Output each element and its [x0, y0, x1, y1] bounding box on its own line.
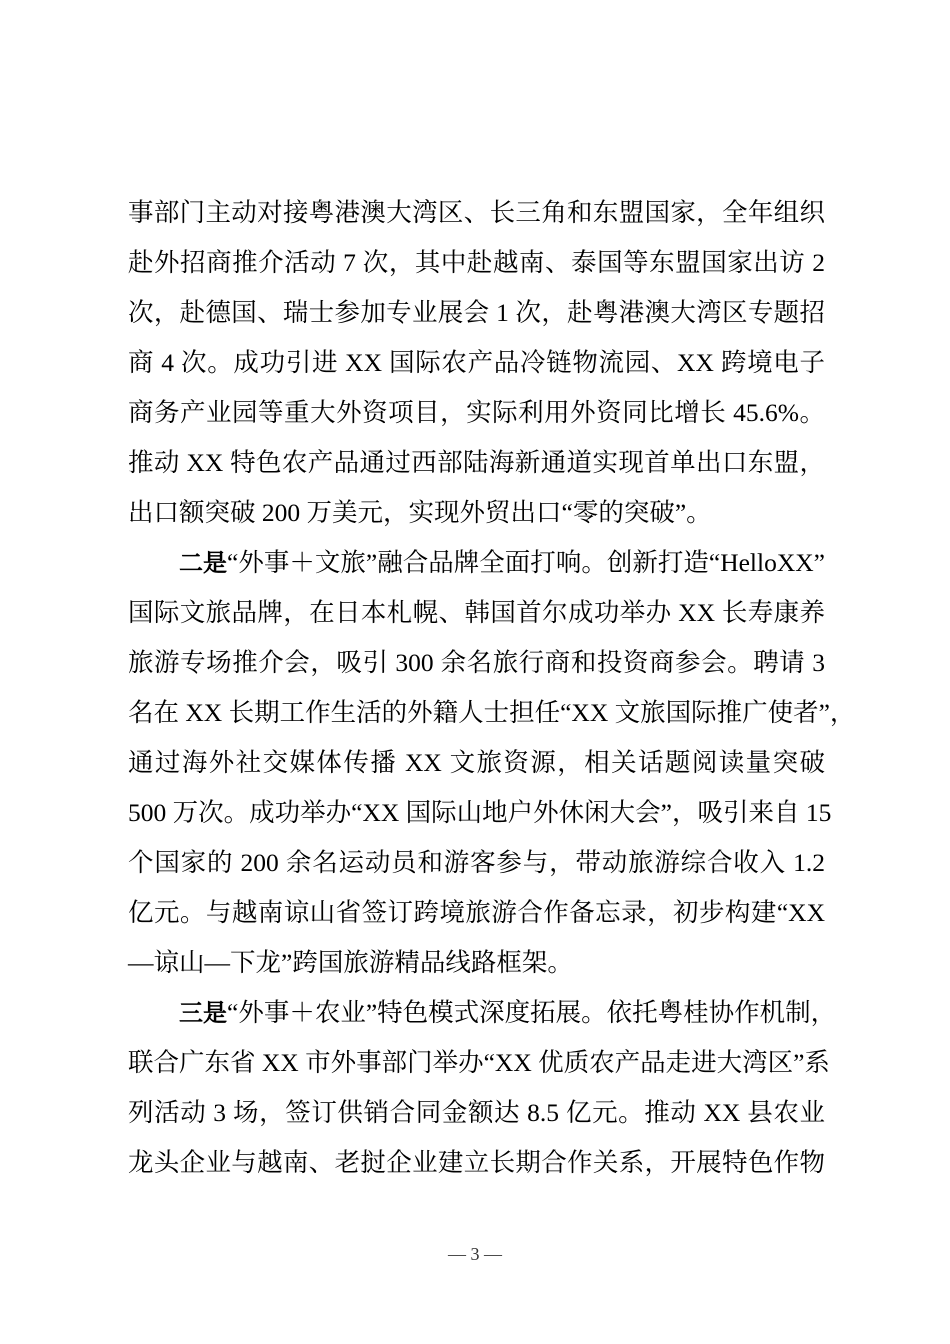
text-line: 龙头企业与越南、老挝企业建立长期合作关系，开展特色作物	[128, 1148, 825, 1177]
text-line: 出口额突破 200 万美元，实现外贸出口“零的突破”。	[128, 498, 712, 527]
paragraph-lead: 三是	[179, 999, 227, 1027]
paragraph-1	[128, 188, 825, 538]
text-line: 赴外招商推介活动 7 次，其中赴越南、泰国等东盟国家出访 2	[128, 248, 825, 277]
text-line	[128, 988, 837, 1038]
text-line: 500 万次。成功举办“XX 国际山地户外休闲大会”，吸引来自 15	[128, 798, 832, 827]
page-number: — 3 —	[448, 1244, 502, 1264]
text-line: 亿元。与越南谅山省签订跨境旅游合作备忘录，初步构建“XX	[128, 898, 825, 927]
text-span: “外事＋文旅”融合品牌全面打响。创新打造“HelloXX”	[227, 548, 826, 577]
text-line: —谅山—下龙”跨国旅游精品线路框架。	[128, 948, 573, 977]
text-line: 通过海外社交媒体传播 XX 文旅资源，相关话题阅读量突破	[128, 748, 825, 777]
document-body	[128, 188, 856, 1188]
text-line: 事部门主动对接粤港澳大湾区、长三角和东盟国家，全年组织	[128, 198, 825, 227]
paragraph-2	[128, 538, 856, 988]
text-line: 推动 XX 特色农产品通过西部陆海新通道实现首单出口东盟，	[128, 448, 825, 477]
text-line: 个国家的 200 余名运动员和游客参与，带动旅游综合收入 1.2	[128, 848, 825, 877]
paragraph-3	[128, 988, 837, 1188]
text-line: 联合广东省 XX 市外事部门举办“XX 优质农产品走进大湾区”系	[128, 1048, 830, 1077]
text-line: 列活动 3 场，签订供销合同金额达 8.5 亿元。推动 XX 县农业	[128, 1098, 825, 1127]
text-line: 名在 XX 长期工作生活的外籍人士担任“XX 文旅国际推广使者”，	[128, 698, 856, 727]
text-line: 商务产业园等重大外资项目，实际利用外资同比增长 45.6%。	[128, 398, 825, 427]
text-line	[128, 538, 825, 588]
text-line: 旅游专场推介会，吸引 300 余名旅行商和投资商参会。聘请 3	[128, 648, 825, 677]
text-span: “外事＋农业”特色模式深度拓展。依托粤桂协作机制，	[227, 998, 837, 1027]
text-line: 国际文旅品牌，在日本札幌、韩国首尔成功举办 XX 长寿康养	[128, 598, 825, 627]
text-line: 商 4 次。成功引进 XX 国际农产品冷链物流园、XX 跨境电子	[128, 348, 825, 377]
paragraph-lead: 二是	[179, 549, 228, 577]
text-line: 次，赴德国、瑞士参加专业展会 1 次，赴粤港澳大湾区专题招	[128, 298, 825, 327]
